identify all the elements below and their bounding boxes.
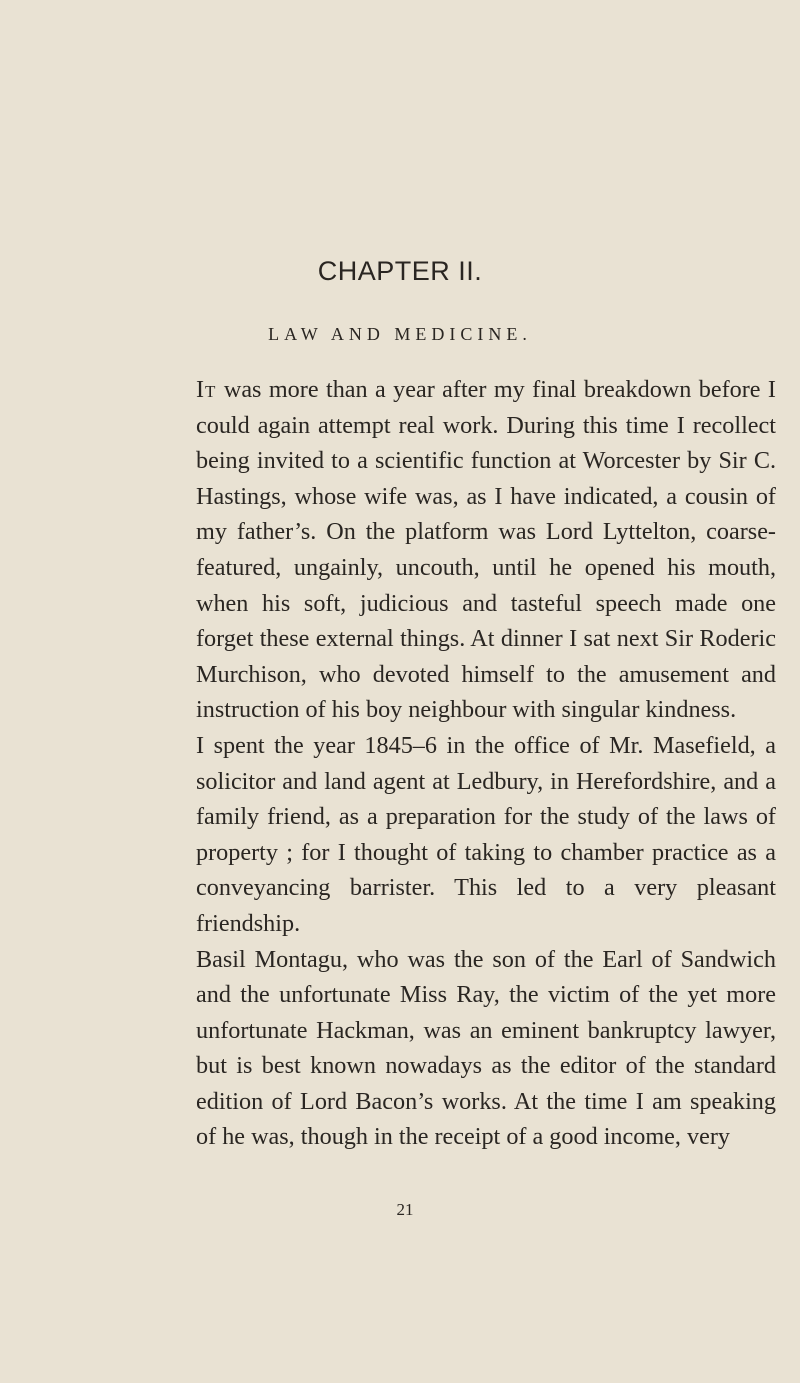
- paragraph-3-text: Basil Montagu, who was the son of the Earl of Sandwich and the unfortunate Miss Ray, the victim of the yet more unfortunate Hackman, was an eminent bankruptcy lawyer, but is best known nowadays as the editor of the standard edition of Lord Bacon’s works. At the time I am speaking of he was, though in the receipt of a good income, very: [196, 945, 776, 1151]
- page-number: 21: [396, 1200, 414, 1219]
- paragraph-1-lead: It: [196, 376, 217, 403]
- paragraph-2-text: I spent the year 1845–6 in the office of Mr. Masefield, a solicitor and land agent at Ledbury, in Herefordshire, and a family friend, as a preparation for the study of the laws of property ; for I thought of taking to chamber practice as a conveyancing barrister. This led to a very pleasant friendship.: [196, 731, 776, 937]
- paragraph-1: [196, 372, 776, 728]
- chapter-heading: CHAPTER II.: [317, 256, 483, 286]
- paragraph-2: [196, 728, 776, 942]
- paragraph-3: [196, 942, 776, 1156]
- chapter-subtitle: LAW AND MEDICINE.: [268, 324, 532, 344]
- chapter-body: [196, 372, 776, 1155]
- paragraph-1-text: was more than a year after my final breakdown before I could again attempt real work. During this time I recollect being invited to a scientific function at Worcester by Sir C. Hastings, whose wife was, as I have indicated, a cousin of my father’s. On the platform was Lord Lyttelton, coarse-featured, ungainly, uncouth, until he opened his mouth, when his soft, judicious and tasteful speech made one forget these external things. At dinner I sat next Sir Roderic Murchison, who devoted himself to the amusement and instruction of his boy neighbour with singular kindness.: [196, 376, 776, 724]
